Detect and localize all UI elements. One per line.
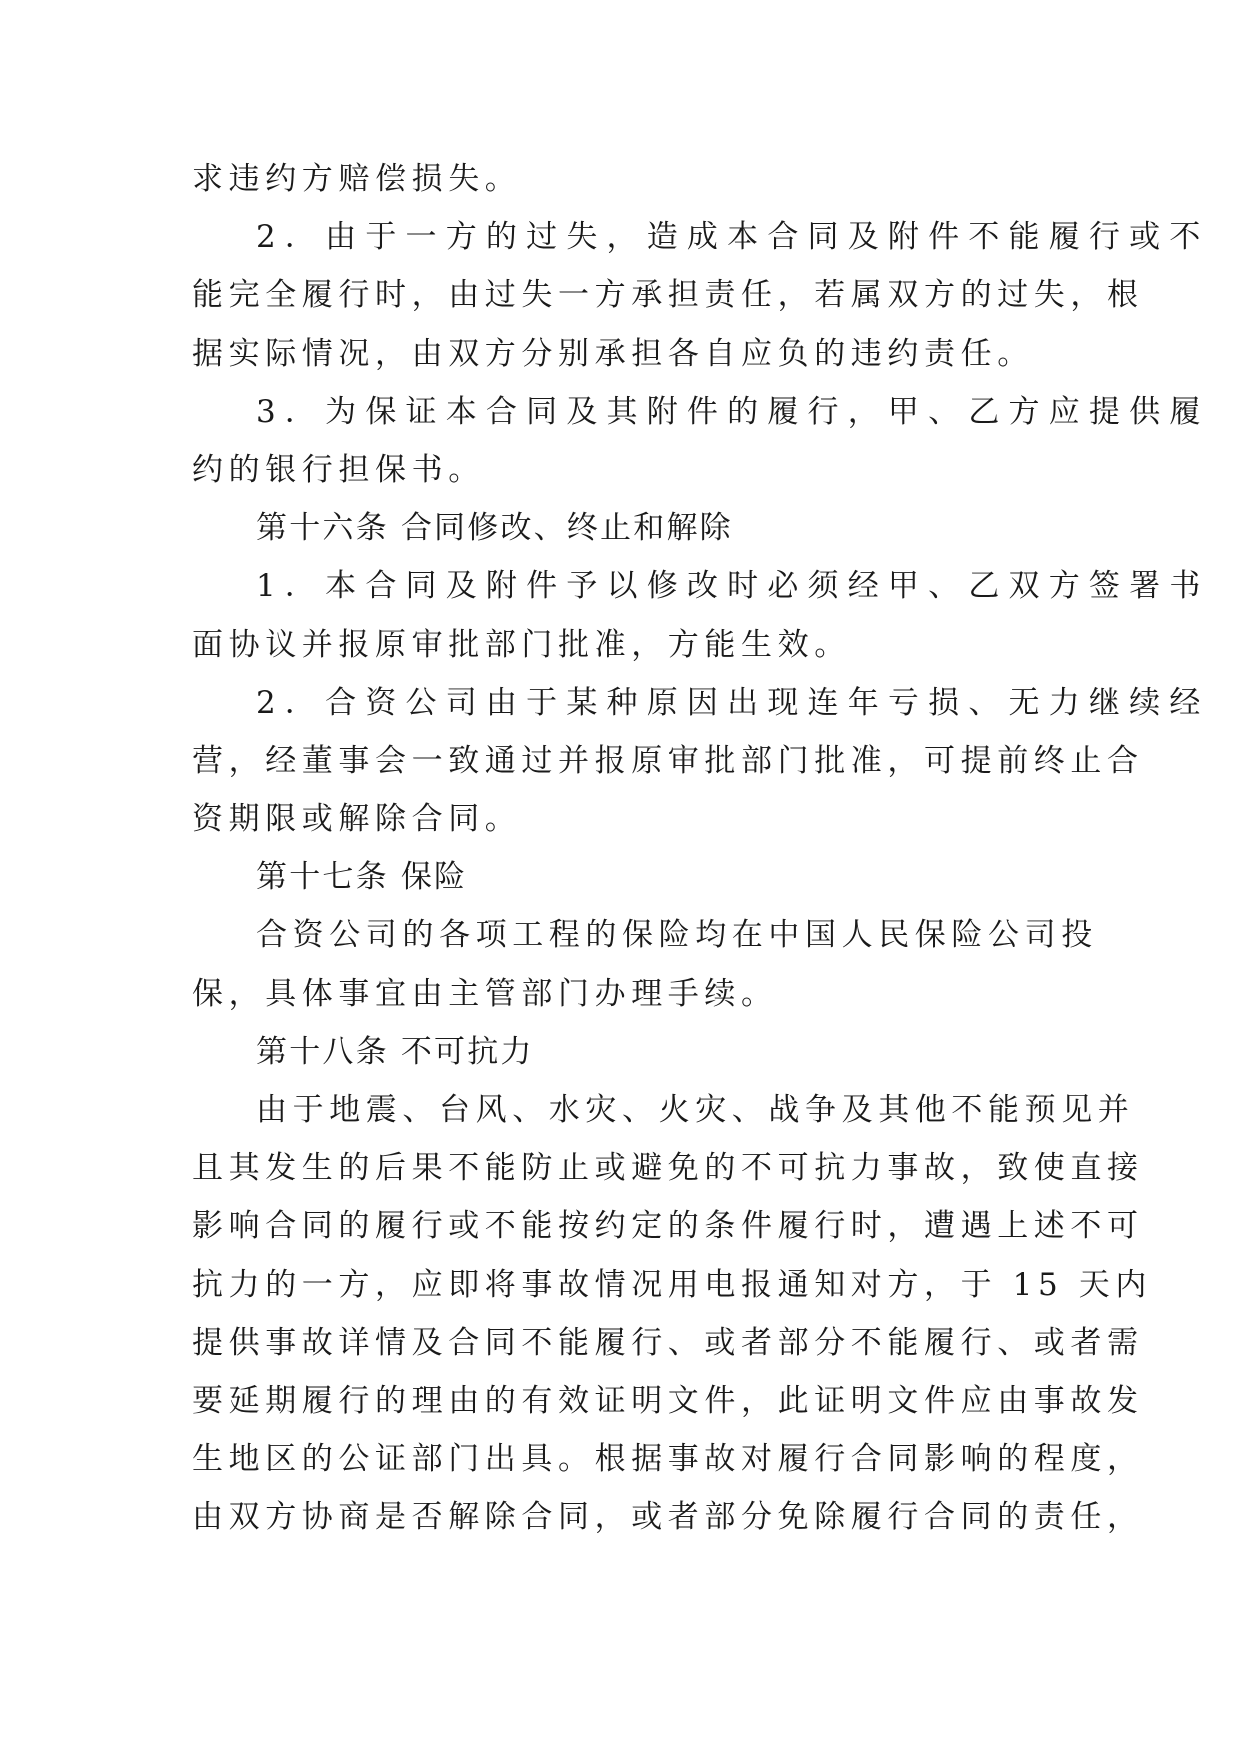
paragraph-line: 3．为保证本合同及其附件的履行，甲、乙方应提供履 bbox=[256, 393, 1210, 430]
paragraph-line: 且其发生的后果不能防止或避免的不可抗力事故，致使直接 bbox=[192, 1150, 1144, 1187]
paragraph-line: 保，具体事宜由主管部门办理手续。 bbox=[192, 975, 778, 1012]
paragraph-line: 据实际情况，由双方分别承担各自应负的违约责任。 bbox=[192, 335, 1034, 372]
paragraph-line: 营，经董事会一致通过并报原审批部门批准，可提前终止合 bbox=[192, 742, 1144, 779]
paragraph-line: 生地区的公证部门出具。根据事故对履行合同影响的程度， bbox=[192, 1441, 1144, 1478]
paragraph-line: 合资公司的各项工程的保险均在中国人民保险公司投 bbox=[256, 917, 1098, 954]
paragraph-line: 提供事故详情及合同不能履行、或者部分不能履行、或者需 bbox=[192, 1324, 1144, 1361]
paragraph-line: 资期限或解除合同。 bbox=[192, 801, 522, 838]
paragraph-line: 影响合同的履行或不能按约定的条件履行时，遭遇上述不可 bbox=[192, 1208, 1144, 1245]
paragraph-line: 要延期履行的理由的有效证明文件，此证明文件应由事故发 bbox=[192, 1382, 1144, 1419]
paragraph-line: 能完全履行时，由过失一方承担责任，若属双方的过失，根 bbox=[192, 277, 1144, 314]
section-heading: 第十七条 保险 bbox=[256, 859, 468, 896]
paragraph-line: 由于地震、台风、水灾、火灾、战争及其他不能预见并 bbox=[256, 1092, 1135, 1128]
paragraph-line: 约的银行担保书。 bbox=[192, 451, 485, 488]
paragraph-line: 由双方协商是否解除合同，或者部分免除履行合同的责任， bbox=[192, 1499, 1144, 1536]
paragraph-line: 抗力的一方，应即将事故情况用电报通知对方，于 15 天内 bbox=[192, 1266, 1152, 1303]
document-body bbox=[192, 150, 1210, 1547]
paragraph-line: 2．合资公司由于某种原因出现连年亏损、无力继续经 bbox=[256, 684, 1210, 721]
section-heading: 第十八条 不可抗力 bbox=[256, 1033, 534, 1070]
paragraph-line: 1．本合同及附件予以修改时必须经甲、乙双方签署书 bbox=[256, 568, 1210, 605]
paragraph-line: 求违约方赔偿损失。 bbox=[192, 161, 522, 197]
paragraph-line: 2．由于一方的过失，造成本合同及附件不能履行或不 bbox=[256, 219, 1210, 256]
section-heading: 第十六条 合同修改、终止和解除 bbox=[256, 510, 733, 547]
paragraph-line: 面协议并报原审批部门批准，方能生效。 bbox=[192, 626, 851, 663]
